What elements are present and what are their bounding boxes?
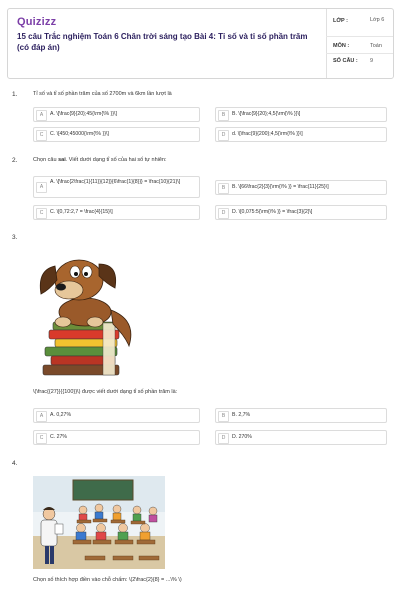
dog-on-books-illustration <box>33 250 145 380</box>
grade-value: Lớp 6 <box>370 17 385 23</box>
option-letter: D <box>218 433 229 444</box>
question-text <box>33 157 388 163</box>
option-text: C. 27% <box>50 434 68 440</box>
question-number: 2. <box>12 157 18 164</box>
question-text-part: . Viết dưới dạng tỉ số của hai số tự nhiên: <box>65 157 167 163</box>
question-number: 1. <box>12 91 18 98</box>
header-divider <box>326 9 327 78</box>
option-text: B. 2,7% <box>232 412 251 418</box>
question-text-part: Chọn câu <box>33 157 59 163</box>
option-letter: C <box>36 130 47 141</box>
worksheet-title: 15 câu Trắc nghiệm Toán 6 Chân trời sáng tạo Bài 4: Tỉ số và tỉ số phần trăm (có đáp án) <box>17 32 308 52</box>
option-d[interactable] <box>215 430 387 445</box>
classroom-illustration <box>33 476 165 569</box>
question-text: Chọn số thích hợp điền vào chỗ chấm: \(2\frac{2}{8} = ...\% \) <box>33 577 182 583</box>
option-c[interactable] <box>33 205 200 220</box>
option-text: B. \[\frac{9}{20};4,5{\rm{\% }}\] <box>232 111 301 117</box>
worksheet-header <box>7 8 394 79</box>
option-b[interactable] <box>215 408 387 423</box>
option-letter: C <box>36 433 47 444</box>
option-b[interactable] <box>215 180 387 195</box>
option-b[interactable] <box>215 107 387 122</box>
question-number: 3. <box>12 234 18 241</box>
meta-divider <box>326 36 393 37</box>
option-text: d. \[\frac{9}{200};4,5{\rm{\% }}\] <box>232 131 303 137</box>
option-letter: A <box>36 182 47 193</box>
question-text-emphasis: sai <box>58 157 66 163</box>
question-number: 4. <box>12 460 18 467</box>
option-letter: B <box>218 110 229 121</box>
option-a[interactable] <box>33 107 200 122</box>
option-c[interactable] <box>33 430 200 445</box>
option-a[interactable] <box>33 408 200 423</box>
option-a[interactable] <box>33 176 200 198</box>
option-text: C. \[450;45000{\rm{\% }}\] <box>50 131 109 137</box>
option-d[interactable] <box>215 205 387 220</box>
option-text: A. 0,27% <box>50 412 72 418</box>
grade-label: LỚP : <box>333 18 348 24</box>
option-letter: D <box>218 208 229 219</box>
option-letter: D <box>218 130 229 141</box>
quizizz-logo: Quizizz <box>17 16 57 28</box>
option-text: A. \[\frac{2\frac{1}{11}}{12}}{6\frac{1}{8}}} = \frac{10}{21}\] <box>50 179 181 185</box>
option-text: A. \[\frac{9}{20};45{\rm{\% }}\] <box>50 111 117 117</box>
question-text: Tỉ số và tỉ số phần trăm của số 2700m và 6km lần lượt là <box>33 91 172 97</box>
option-d[interactable] <box>215 127 387 142</box>
option-text: C. \[0,72:2,7 = \frac{4}{15}\] <box>50 209 113 215</box>
meta-divider <box>326 53 393 54</box>
option-letter: C <box>36 208 47 219</box>
question-text: \(\frac{{27}}{{100}}\) được viết dưới dạng tỉ số phần trăm là: <box>33 389 178 395</box>
option-letter: A <box>36 411 47 422</box>
count-label: SỐ CÂU : <box>333 58 358 64</box>
subject-value: Toán <box>370 43 382 49</box>
option-letter: A <box>36 110 47 121</box>
count-value: 9 <box>370 58 374 64</box>
option-text: B. \[66\frac{2}{3}{\rm{\% }} = \frac{11}{25}\] <box>232 184 329 190</box>
option-c[interactable] <box>33 127 200 142</box>
subject-label: MÔN : <box>333 43 350 49</box>
option-text: D. 270% <box>232 434 252 440</box>
option-letter: B <box>218 411 229 422</box>
option-text: D. \[0,075:5{\rm{\% }} = \frac{3}{2}\] <box>232 209 313 215</box>
option-letter: B <box>218 183 229 194</box>
